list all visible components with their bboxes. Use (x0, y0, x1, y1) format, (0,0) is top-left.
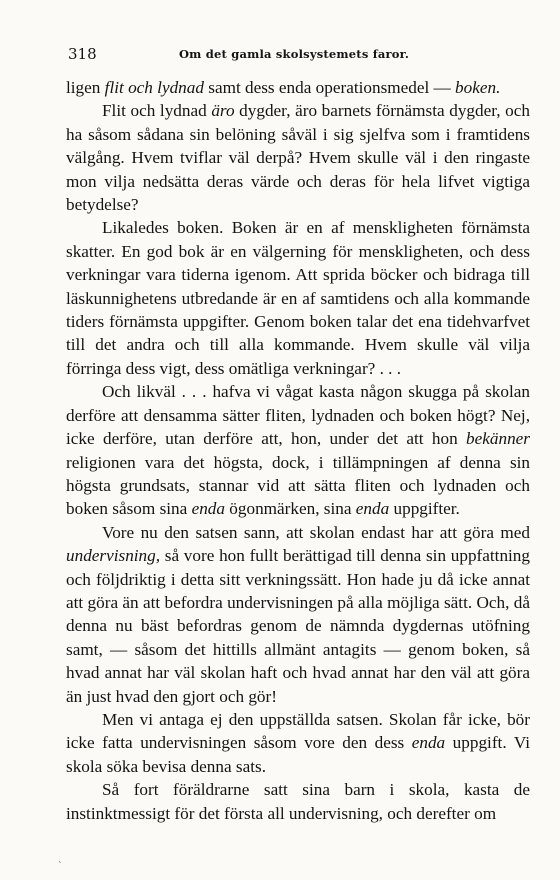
text-run: religionen vara det högsta, dock, i tillämpningen af denna sin högsta grundsats, stannar vid att sätta fliten och lydnaden och boken såsom sina (66, 452, 530, 519)
text-run: uppgifter. (389, 499, 460, 519)
body-text (66, 76, 530, 825)
paragraph-3 (66, 216, 530, 380)
text-run: uppgift. Vi skola söka bevisa denna sats. (66, 733, 530, 776)
text-run: Likaledes boken. Boken är en af menskligheten förnämsta skatter. En god bok är en välgerning för menskligheten, och dess verkningar vara tiderna igenom. Att sprida böcker och bidraga till läskunnighetens utbredande är en af samtidens och alla kommande tiders förnämsta uppgifter. Genom boken talar det ena tidehvarfvet till det andra och till alla kommande. Hvem skulle väl vilja förringa dess vigt, dess omätliga verkningar? . . . (66, 218, 530, 378)
italic-text-run: enda (355, 499, 390, 519)
text-run: dygder, äro barnets förnämsta dygder, och ha såsom sådana sin belöning såväl i sig sjelfva som i framtidens välgång. Hvem tviflar väl derpå? Hvem skulle väl i den ringaste mon vilja nedsätta deras värde och deras för hela lifvet vigtiga betydelse? (66, 101, 530, 215)
italic-text-run: enda (411, 733, 446, 753)
text-run: ligen (66, 78, 105, 97)
page-edge-mark: ` (58, 862, 63, 872)
italic-text-run: flit och lydnad (104, 78, 204, 97)
paragraph-4 (66, 380, 530, 520)
italic-text-run: äro (211, 101, 235, 121)
text-run: Vore nu den satsen sann, att skolan endast har att göra med (102, 522, 530, 542)
text-run: Och likväl . . . hafva vi vågat kasta någon skugga på skolan derföre att densamma sätter fliten, lydnaden och boken högt? Nej, icke derföre, utan derföre att, hon, under det att hon (66, 382, 530, 449)
text-run: så vore hon fullt berättigad till denna sin uppfattning och följdriktig i detta sitt verkningssätt. Hon hade ju då icke annat att göra än att befordra undervisningen på alla möjliga sätt. Och, då denna nu bäst befordras genom de nämnda dygdernas utöfning samt, — såsom det hittills allmänt antagits — genom boken, så hvad annat har väl skolan haft och hvad annat har den väl att göra än just hvad den gjort och gör! (66, 546, 530, 706)
text-run: Flit och lydnad (102, 101, 212, 121)
text-run: Men vi antaga ej den uppställda satsen. Skolan får icke, bör icke fatta undervisningen såsom vore den dess (66, 709, 530, 753)
italic-text-run: undervisning, (66, 546, 161, 566)
text-run: samt dess enda operationsmedel — (203, 78, 456, 97)
running-title: Om det gamla skolsystemets faror. (178, 47, 410, 61)
paragraph-2 (66, 99, 530, 216)
paragraph-6 (66, 708, 530, 778)
page-number: 318 (68, 45, 97, 63)
italic-text-run: enda (191, 499, 225, 519)
text-run: ögonmärken, sina (224, 499, 356, 519)
paragraph-5 (66, 521, 530, 708)
paragraph-7 (66, 778, 530, 825)
italic-text-run: bekänner (466, 429, 530, 449)
paragraph-1 (66, 76, 530, 99)
text-run: Så fort föräldrarne satt sina barn i skola, kasta de instinktmessigt för det första all undervisning, och derefter om (66, 780, 530, 823)
italic-text-run: boken. (455, 78, 501, 97)
running-header (68, 44, 520, 64)
